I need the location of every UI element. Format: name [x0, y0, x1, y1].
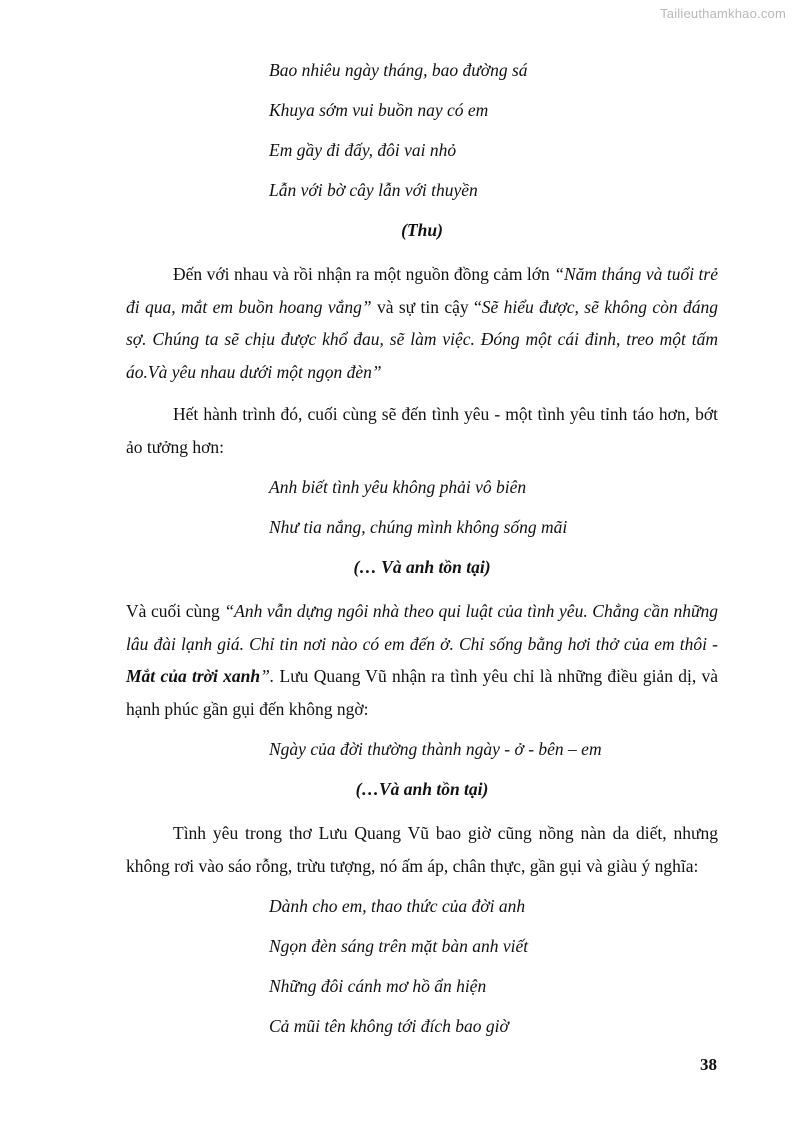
poem-source-caption: (Thu): [401, 220, 443, 240]
paragraph-text: Và cuối cùng: [126, 601, 225, 621]
verse-line: Những đôi cánh mơ hồ ẩn hiện: [269, 976, 487, 996]
body-paragraph: Tình yêu trong thơ Lưu Quang Vũ bao giờ cũng nồng nàn da diết, nhưng không rơi vào sáo rỗng, trừu tượng, nó ấm áp, chân thực, gần gụi và giàu ý nghĩa:: [126, 823, 718, 876]
verse-line: Cả mũi tên không tới đích bao giờ: [269, 1016, 509, 1036]
verse-line: Anh biết tình yêu không phải vô biên: [269, 477, 527, 497]
poem-source-caption: (…Và anh tồn tại): [355, 779, 489, 799]
paragraph-text: và sự tin cậy “: [371, 296, 482, 317]
verse-line: Bao nhiêu ngày tháng, bao đường sá: [269, 60, 528, 80]
poem-stanza-1: [126, 56, 718, 216]
body-paragraph: [126, 595, 718, 725]
watermark: Tailieuthamkhao.com: [660, 6, 786, 21]
quoted-title: Mắt của trời xanh: [126, 666, 261, 686]
poem-stanza-4: [126, 892, 718, 1052]
verse-line: Em gầy đi đấy, đôi vai nhỏ: [269, 140, 457, 160]
quotation: “Anh vẫn dựng ngôi nhà theo qui luật của tình yêu. Chẳng cần những lâu đài lạnh giá. Chỉ tin nơi nào có em đến ở. Chỉ sống bằng hơi thở của em thôi -: [126, 601, 718, 654]
verse-line: Như tia nắng, chúng mình không sống mãi: [269, 517, 568, 537]
verse-line: Lẫn với bờ cây lẫn với thuyền: [269, 180, 478, 200]
verse-line: Dành cho em, thao thức của đời anh: [269, 896, 526, 916]
quotation: “Năm tháng và tuổi trẻ đi qua, mắt em buồn hoang vắng”: [126, 264, 718, 317]
body-paragraph: [126, 258, 718, 388]
verse-line: Khuya sớm vui buồn nay có em: [269, 100, 489, 120]
quotation: Sẽ hiểu được, sẽ không còn đáng sợ. Chúng ta sẽ chịu được khổ đau, sẽ làm việc. Đóng một cái đinh, treo một tấm áo.Và yêu nhau dưới một ngọn đèn”: [126, 296, 718, 382]
body-paragraph: Hết hành trình đó, cuối cùng sẽ đến tình yêu - một tình yêu tỉnh táo hơn, bớt ảo tưởng hơn:: [126, 404, 718, 457]
poem-stanza-2: [126, 473, 718, 553]
page-number: 38: [700, 1055, 717, 1074]
verse-line: Ngọn đèn sáng trên mặt bàn anh viết: [269, 936, 529, 956]
poem-stanza-3: [126, 735, 718, 775]
verse-line: Ngày của đời thường thành ngày - ở - bên – em: [269, 739, 602, 759]
quotation: ”.: [260, 666, 275, 686]
document-page: [126, 56, 718, 1052]
poem-source-caption: (… Và anh tồn tại): [353, 557, 491, 577]
paragraph-text: Đến với nhau và rồi nhận ra một nguồn đồng cảm lớn: [173, 264, 555, 284]
paragraph-text: Lưu Quang Vũ nhận ra tình yêu chỉ là những điều giản dị, và hạnh phúc gần gụi đến không ngờ:: [126, 666, 718, 719]
